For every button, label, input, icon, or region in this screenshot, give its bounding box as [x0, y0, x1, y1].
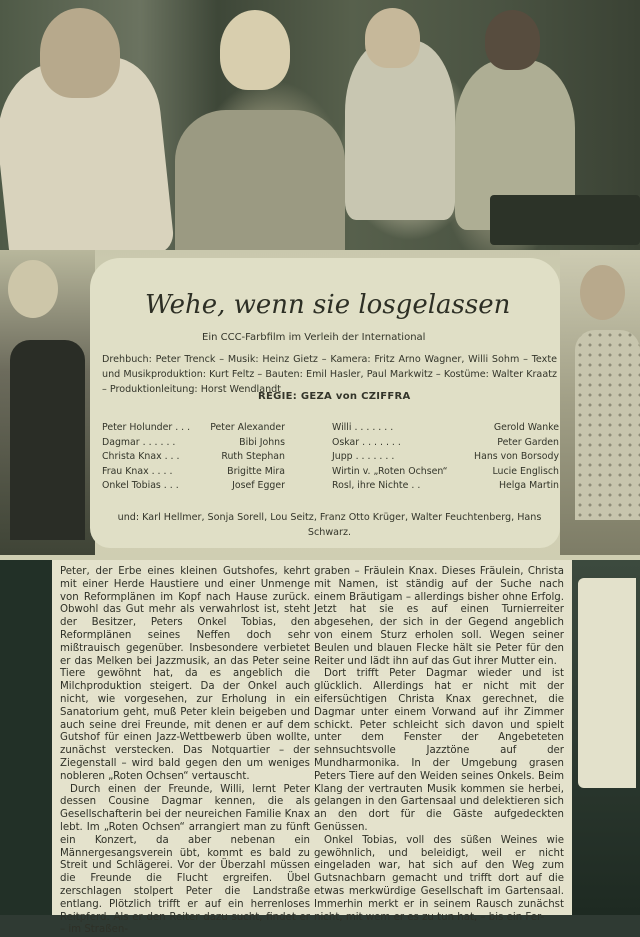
- cast-row: [102, 450, 558, 465]
- paragraph: Durch einen der Freunde, Willi, lernt Peter dessen Cousine Dagmar kennen, die als Gesellschafterin bei der neureichen Familie Knax lebt. Im „Roten Ochsen“ arrangiert man zu fünft ein Konzert, da aber nebenan ein Männergesangsverein übt, kommt es bald zu Streit und Schlägerei. Vor der Überzahl müssen die Freunde die Flucht ergreifen. Übel zerschlagen stolpert Peter die Landstraße entlang. Plötzlich trifft er auf ein herrenloses Reitpferd. Als er den Reiter dazu sucht, findet er – im Straßen-: [60, 783, 310, 936]
- cast-actor: Hans von Borsody: [474, 451, 559, 463]
- cast-actor: Peter Garden: [497, 436, 559, 448]
- photo-figure-seated-woman-head: [365, 8, 420, 68]
- film-subtitle: Ein CCC-Farbfilm im Verleih der International: [202, 332, 426, 343]
- cast-role: Christa Knax . . .: [102, 451, 180, 463]
- article-column-right: [314, 566, 564, 924]
- cast-role: Wirtin v. „Roten Ochsen“: [332, 465, 448, 477]
- cast-row: [102, 465, 558, 480]
- crew-credits: Drehbuch: Peter Trenck – Musik: Heinz Gietz – Kamera: Fritz Arno Wagner, Willi Sohm – Texte und Musikproduktion: Kurt Feltz – Bauten: Emil Hasler, Paul Markwitz – Kostüme: Walter Kraatz – Produktionleitung: Horst Wendlandt: [102, 354, 557, 395]
- cast-role: Jupp . . . . . . .: [332, 451, 395, 463]
- cast-role: Dagmar . . . . . .: [102, 436, 176, 448]
- cast-row: [102, 421, 558, 436]
- paragraph: graben – Fräulein Knax. Dieses Fräulein, Christa mit Namen, ist ständig auf der Suche nach einem Bräutigam – allerdings bisher ohne Erfolg. Jetzt hat sie es auf einen Turnierreiter abgesehen, der sich in der Gegend angeblich von einem Sturz erholen soll. Wegen seiner Beulen und blauen Flecke hält sie Peter für den Reiter und lädt ihn auf das Gut ihrer Mutter ein.: [314, 566, 564, 667]
- paragraph: Dort trifft Peter Dagmar wieder und ist glücklich. Allerdings hat er nicht mit der eifersüchtigen Christa Knax gerechnet, die Dagmar unter einem Vorwand auf ihr Zimmer schickt. Peter schleicht sich davon und spielt unter dem Fenster der Angebeteten sehnsuchtsvolle Jazztöne auf der Mundharmonika. In der Umgebung grasen Peters Tiere auf den Weiden seines Onkels. Beim Klang der vertrauten Musik kommen sie herbei, gelangen in den Gartensaal und delektieren sich an den dort für die Gäste aufgedeckten Genüssen.: [314, 668, 564, 833]
- film-title: Wehe, wenn sie losgelassen: [145, 290, 511, 320]
- cast-role: Peter Holunder . . .: [102, 422, 191, 433]
- photo-left-girl-apron: [10, 340, 85, 540]
- cast-role: Frau Knax . . . .: [102, 465, 173, 477]
- photo-frame-edge: [578, 578, 636, 788]
- photo-left-girl-head: [8, 260, 58, 318]
- cast-role: Rosl, ihre Nichte . .: [332, 480, 421, 492]
- photo-figure-woman-head: [220, 10, 290, 90]
- cast-role: Oskar . . . . . . .: [332, 436, 401, 448]
- cast-actor: Brigitte Mira: [227, 465, 285, 477]
- cast-actor: Lucie Englisch: [492, 465, 559, 477]
- film-still-photo: [0, 0, 640, 280]
- cast-actor: Bibi Johns: [239, 436, 285, 448]
- photo-right-girl-dress: [575, 330, 640, 520]
- film-credits: [90, 258, 560, 548]
- decorative-border-left: [0, 560, 52, 915]
- further-cast: und: Karl Hellmer, Sonja Sorell, Lou Seitz, Franz Otto Krüger, Walter Feuchtenberg, Hans Schwarz.: [117, 512, 542, 538]
- cast-role: Onkel Tobias . . .: [102, 480, 179, 492]
- photo-table: [490, 195, 640, 245]
- cast-actor: Helga Martin: [498, 480, 559, 492]
- photo-figure-woman-right-head: [485, 10, 540, 70]
- cast-actor: Peter Alexander: [210, 422, 285, 433]
- photo-figure-man-head: [40, 8, 120, 98]
- cast-actor: Josef Egger: [232, 480, 285, 492]
- director-credit: REGIE: GEZA von CZIFFRA: [258, 391, 411, 402]
- cast-list: [102, 421, 558, 494]
- cast-actor: Gerold Wanke: [493, 422, 559, 433]
- cast-row: [102, 436, 558, 451]
- photo-right-girl: [560, 250, 640, 555]
- photo-right-girl-head: [580, 265, 625, 320]
- cast-row: [102, 479, 558, 494]
- synopsis-article: [52, 560, 572, 936]
- paragraph: Peter, der Erbe eines kleinen Gutshofes, kehrt mit einer Herde Haustiere und einer Unmenge von Reformplänen im Kopf nach Hause zurück. Obwohl das Gut mehr als verwahrlost ist, steht der Besitzer, Peters Onkel Tobias, den Reformplänen seines Neffen doch sehr mißtrauisch gegenüber. Insbesondere verbietet er das Melken bei Jazzmusik, an das Peter seine Tiere gewöhnt hat, da es angeblich die Milchproduktion steigert. Da der Onkel auch nicht, wie vorgesehen, zur Erholung in ein Sanatorium geht, muß Peter klein beigeben und auch seine drei Freunde, mit denen er auf dem Gutshof für einen Jazz-Wettbewerb üben wollte, zunächst verstecken. Das Notquartier – der Ziegenstall – wird bald gegen den um weniges nobleren „Roten Ochsen“ vertauscht.: [60, 566, 310, 782]
- paragraph: Onkel Tobias, voll des süßen Weines wie gewöhnlich, und beleidigt, weil er nicht eingeladen war, hat sich auf den Weg zum Gutsnachbarn gemacht und trifft dort auf die etwas merkwürdige Gesellschaft im Gartensaal. Immerhin merkt er in seinem Rausch zunächst nicht, mit wem er es zu tun hat, – bis ein Fer-: [314, 834, 564, 923]
- cast-role: Willi . . . . . . .: [332, 422, 394, 433]
- cast-actor: Ruth Stephan: [221, 451, 285, 463]
- photo-left-girl: [0, 250, 95, 555]
- decorative-photo-right: [572, 560, 640, 915]
- article-column-left: [60, 566, 310, 937]
